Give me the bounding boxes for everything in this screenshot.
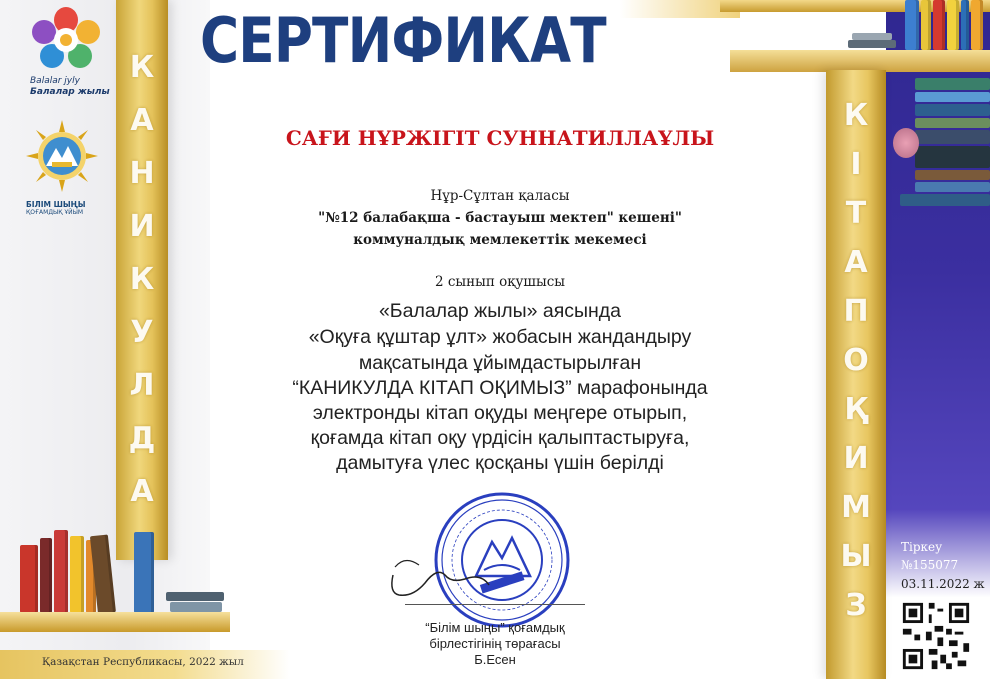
- vertical-letter: П: [843, 294, 869, 329]
- registration-label: Тіркеу: [901, 540, 943, 554]
- balalar-jyly-logo: [30, 6, 102, 72]
- body-line: электронды кітап оқуды меңгере отырып,: [312, 402, 688, 424]
- logo1-caption-cyrillic: Балалар жылы: [30, 87, 110, 97]
- vertical-letter: И: [843, 441, 869, 476]
- grade-line: 2 сынып оқушысы: [434, 274, 566, 290]
- body-line: «Балалар жылы» аясында: [378, 300, 622, 322]
- vertical-letter: Н: [129, 156, 155, 191]
- vertical-letter: З: [845, 588, 867, 623]
- qr-code[interactable]: [900, 600, 972, 672]
- book: [905, 0, 919, 50]
- flat-book: [900, 194, 990, 206]
- school-line-2: коммуналдық мемлекеттік мекемесі: [353, 232, 647, 248]
- flat-book: [915, 104, 990, 116]
- book: [20, 545, 38, 613]
- logo2-caption-name: БІЛІМ ШЫҢЫ: [26, 200, 86, 209]
- vertical-letter: А: [130, 474, 154, 509]
- flat-book: [852, 33, 892, 40]
- book: [971, 0, 983, 50]
- book: [947, 0, 959, 50]
- flat-book: [915, 146, 990, 168]
- signature-title-1: “Білім шыңы” қоғамдық: [425, 620, 565, 635]
- vertical-letter: О: [843, 343, 869, 378]
- flat-book: [915, 170, 990, 180]
- body-line: мақсатында ұйымдастырылған: [358, 352, 642, 374]
- flat-book: [915, 118, 990, 128]
- signatory-name: Б.Есен: [474, 652, 516, 667]
- book: [921, 0, 931, 50]
- vertical-letter: Т: [845, 196, 867, 231]
- vertical-letter: Л: [129, 368, 155, 403]
- vertical-letter: Қ: [844, 392, 868, 427]
- footer-country-year: Қазақстан Республикасы, 2022 жыл: [42, 656, 244, 668]
- flat-book: [915, 92, 990, 102]
- vertical-letter: Д: [128, 421, 156, 456]
- flat-book: [915, 182, 990, 192]
- flower-decoration: [893, 128, 919, 158]
- vertical-letter: М: [841, 490, 871, 525]
- body-line: «Оқуға құштар ұлт» жобасын жандандыру: [308, 326, 692, 348]
- vertical-letter: А: [130, 103, 154, 138]
- vertical-letter: К: [129, 262, 155, 297]
- vertical-letter: К: [843, 98, 869, 133]
- body-line: дамытуға үлес қосқаны үшін берілді: [336, 452, 664, 474]
- registration-date: 03.11.2022 ж: [901, 577, 985, 591]
- flat-book: [915, 130, 990, 144]
- book: [933, 0, 945, 50]
- logo1-caption-latin: Balalar jyly: [30, 76, 80, 86]
- school-line-1: "№12 балабақша - бастауыш мектеп" кешені": [318, 210, 682, 226]
- book: [40, 538, 52, 613]
- certificate-title: СЕРТИФИКАТ: [200, 4, 606, 77]
- vertical-letter: У: [130, 315, 154, 350]
- vertical-letter: І: [850, 147, 862, 182]
- recipient-name: САҒИ НҰРЖІГІТ СУННАТИЛЛАҰЛЫ: [285, 126, 715, 150]
- registration-number: №155077: [901, 558, 959, 572]
- body-line: “КАНИКУЛДА КІТАП ОҚИМЫЗ” марафонында: [292, 377, 708, 399]
- signature-title-2: бірлестігінің төрағасы: [429, 636, 561, 651]
- vertical-letter: И: [129, 209, 155, 244]
- signature-scribble: [385, 545, 495, 605]
- flat-book: [166, 592, 224, 601]
- book: [70, 536, 84, 613]
- bilim-shyny-logo: [24, 118, 100, 194]
- book: [961, 0, 969, 50]
- city-line: Нұр-Сұлтан қаласы: [430, 188, 570, 204]
- body-line: қоғамда кітап оқу үрдісін қалыптастыруға,: [310, 427, 690, 449]
- flat-book: [915, 78, 990, 90]
- book: [134, 532, 154, 613]
- signature-line: [405, 604, 585, 605]
- flat-book: [848, 40, 896, 48]
- flat-book: [170, 602, 222, 612]
- logo2-caption-sub: ҚОҒАМДЫҚ ҰЙЫМ: [26, 209, 84, 216]
- bottom-bookshelf: [0, 612, 230, 632]
- book: [54, 530, 68, 613]
- vertical-letter: Ы: [840, 539, 872, 574]
- vertical-letter: К: [129, 50, 155, 85]
- middle-bookshelf: [730, 50, 990, 72]
- vertical-letter: А: [844, 245, 868, 280]
